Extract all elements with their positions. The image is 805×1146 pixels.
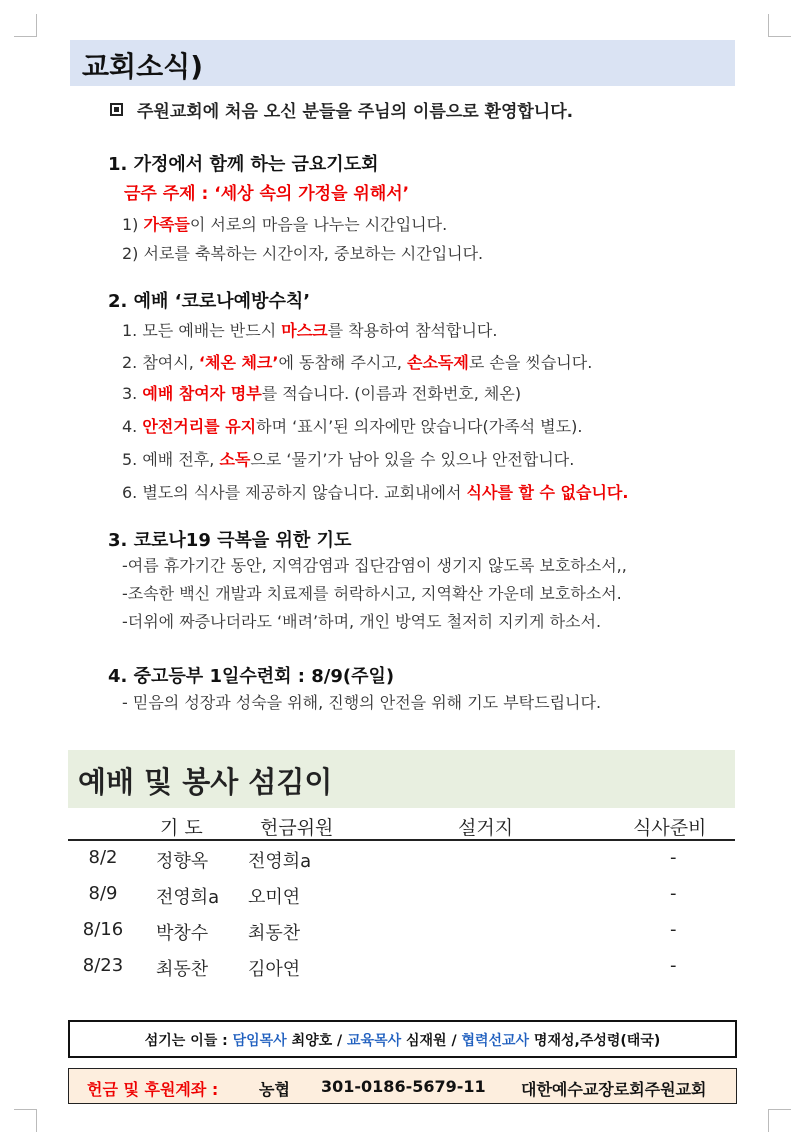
section-3-line-3: -더위에 짜증나더라도 ‘배려’하며, 개인 방역도 철저히 지키게 하소서. <box>122 612 602 631</box>
row-date: 8/16 <box>82 919 124 940</box>
row-meal: - <box>670 847 677 868</box>
row-date: 8/9 <box>88 883 118 904</box>
section-2-line-6: 6. 별도의 식사를 제공하지 않습니다. 교회내에서 식사를 할 수 없습니다. <box>122 483 629 502</box>
row-offering: 전영희a <box>248 851 312 872</box>
table-row <box>68 913 735 949</box>
bank-account-number: 301-0186-5679-11 <box>321 1077 486 1096</box>
service-title: 예배 및 봉사 섬김이 <box>78 765 333 799</box>
table-row <box>68 949 735 985</box>
section-1-line-2: 2) 서로를 축복하는 시간이자, 중보하는 시간입니다. <box>122 244 484 263</box>
bank-account-box <box>68 1068 737 1104</box>
row-date: 8/23 <box>82 955 124 976</box>
crop-mark-bottom-left <box>14 1109 37 1132</box>
bank-name: 농협 <box>259 1080 290 1099</box>
section-1-topic: 금주 주제 : ‘세상 속의 가정을 위해서’ <box>124 184 410 204</box>
row-offering: 최동찬 <box>248 923 301 944</box>
section-4-title: 4. 중고등부 1일수련회 : 8/9(주일) <box>108 666 395 687</box>
row-prayer: 박창수 <box>156 923 209 944</box>
ministers-line: 섬기는 이들 : 담임목사 최양호 / 교육목사 심재원 / 협력선교사 명재성,주성령(태국) <box>144 1033 661 1049</box>
section-1-title: 1. 가정에서 함께 하는 금요기도회 <box>108 154 379 175</box>
section-2-line-5: 5. 예배 전후, 소독으로 ‘물기’가 남아 있을 수 있으나 안전합니다. <box>122 450 575 469</box>
row-prayer: 정향옥 <box>156 851 209 872</box>
section-3-line-2: -조속한 백신 개발과 치료제를 허락하시고, 지역확산 가운데 보호하소서. <box>122 584 622 603</box>
row-offering: 오미연 <box>248 887 301 908</box>
welcome-text: 주원교회에 처음 오신 분들을 주님의 이름으로 환영합니다. <box>137 102 574 122</box>
service-header <box>68 750 735 808</box>
section-4-line: - 믿음의 성장과 성숙을 위해, 진행의 안전을 위해 기도 부탁드립니다. <box>122 693 602 712</box>
row-offering: 김아연 <box>248 959 301 980</box>
section-2-line-4: 4. 안전거리를 유지하며 ‘표시’된 의자에만 앉습니다(가족석 별도). <box>122 417 583 436</box>
crop-mark-bottom-right <box>768 1109 791 1132</box>
crop-mark-top-right <box>768 14 791 37</box>
row-meal: - <box>670 919 677 940</box>
row-meal: - <box>670 955 677 976</box>
news-header <box>70 40 735 86</box>
bank-label: 헌금 및 후원계좌 : <box>87 1080 219 1099</box>
welcome-line <box>110 97 573 122</box>
section-3-line-1: -여름 휴가기간 동안, 지역감염과 집단감염이 생기지 않도록 보호하소서,, <box>122 556 627 575</box>
ministers-box <box>68 1020 737 1058</box>
news-title: 교회소식) <box>82 50 203 83</box>
section-1-line-1: 1) 가족들이 서로의 마음을 나누는 시간입니다. <box>122 215 448 234</box>
bank-account-holder: 대한예수교장로회주원교회 <box>521 1080 707 1099</box>
header-offering: 헌금위원 <box>260 817 334 839</box>
section-2-line-1: 1. 모든 예배는 반드시 마스크를 착용하여 참석합니다. <box>122 321 498 340</box>
section-3-title: 3. 코로나19 극복을 위한 기도 <box>108 530 352 551</box>
section-2-line-2: 2. 참여시, ‘체온 체크’에 동참해 주시고, 손소독제로 손을 씻습니다. <box>122 353 593 372</box>
header-dishes: 설거지 <box>458 817 514 839</box>
table-row <box>68 841 735 877</box>
crop-mark-top-left <box>14 14 37 37</box>
square-bullet-icon <box>110 103 123 116</box>
section-2-title: 2. 예배 ‘코로나예방수칙’ <box>108 291 311 312</box>
row-prayer: 최동찬 <box>156 959 209 980</box>
header-meal: 식사준비 <box>633 817 707 839</box>
header-prayer: 기 도 <box>160 817 203 839</box>
row-meal: - <box>670 883 677 904</box>
row-prayer: 전영희a <box>156 887 220 908</box>
row-date: 8/2 <box>88 847 118 868</box>
service-table-header <box>68 808 735 841</box>
section-2-line-3: 3. 예배 참여자 명부를 적습니다. (이름과 전화번호, 체온) <box>122 384 522 403</box>
table-row <box>68 877 735 913</box>
